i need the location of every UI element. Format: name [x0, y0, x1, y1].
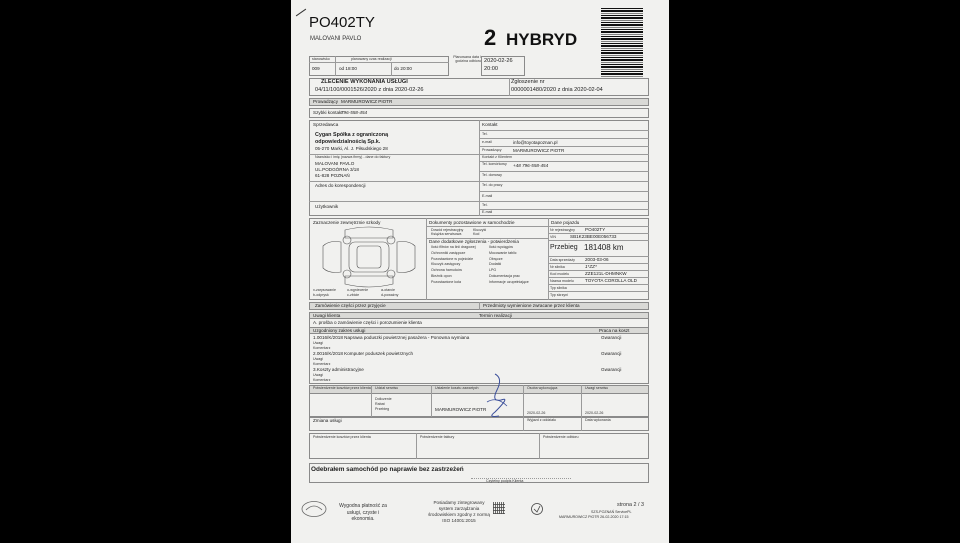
vehicle-model: TOYOTA COROLLA OLD	[585, 278, 637, 283]
page-number: strona 2 / 3	[617, 502, 644, 508]
eco-note: Wygodna płatność za usługi, czyste i ekonomia.	[339, 503, 387, 522]
extras-item: Obręcze	[489, 256, 503, 261]
plate-number: PO402TY	[309, 14, 375, 31]
vehicle-vin: SB1K23BE00E056733	[570, 234, 617, 239]
fuel-type: HYBRYD	[506, 30, 578, 49]
buyer-city: 61-828 POZNAŃ	[315, 173, 350, 178]
receiver-name: MARMUROWICZ PIOTR	[341, 99, 393, 104]
vehicle-engine: 1*ZZ*	[585, 264, 597, 269]
service-order-document: PO402TY MALOVANI PAVLO 2 HYBRYD stanowisko planowany czas realizacji 009 od 18:00 do 20:00 Planowana data / godzina odbioru 2020-02-26 20:00 ZLECENIE WYKONANIA USŁUGI 04/11/100/0001526/2020 z dnia 2020-02-26 Zgłoszenie nr 0000001480/2020 z dnia 2020-02-04 Prowadzący MARMUROWICZ PIOTR Szybki kontakt 796-558-454 Sprzedawca Cygan Spółka z ograniczoną odpowiedzialnością Sp.k. 05-270 Marki, Al. J. Piłsudskiego 28 Nazwisko i imię (nazwa firmy) - dane do faktury MALOVANI PAVLO UL.PODGÓRNA 3/18 61-828 POZNAŃ Adres do korespondencji Użytkownik Kontakt Tel. e-mail info@toyotapoznan.pl Prowadzący MARMUROWICZ PIOTR Kontakt z Klientem Tel. komórkowy +48 796-558-454 Tel. domowy Tel. do pracy E-mail Tel. E-mail Zaznaczenie zewnętrznie szkody x-zarysowanie o-wgniecenie a-otarcie b-odprysk c-zbicie d-poważny Dokumenty pozostawione w samochodzie Dowód rejestracyjny Książka serwisowa Kluczyki Kod Dane dodatkowe zgłoszenia - potwierdzenia Dane pojazdu Nr rejestracyjny PO402TY VIN SB1K23BE00E056733 Przebieg 181408 km Data sprzedaży 2003-03-06 Nr silnika 1*ZZ* Kod modelu ZZE121L-DHMNKW Nazwa modelu TOYOTA COROLLA OLD Typ silnika Typ skrzyni Zamówienie części przez przyjęcie Przedmioty wymienione zwracane przez klienta Uwagi klienta Termin realizacji A. prośba o zamówienie części i porozumienie klienta Uzgodniony zakres usługi Praca na koszt 1.0016/K/2018 Naprawa poduszki powietrznej pasażera - Ponowna wymiana Gwarancji Uwagi Komentarz 2.0016/K/2018 Komputer poduszek powietrznych Gwarancji Uwagi Komentarz 3.Koszty administracyjne Gwarancji Uwagi Komentarz Potwierdzenie kosztów przez klienta Udział serwisu Ustalenie kosztu zawartych Osoba wykonująca Uwagi serwisu Doliczenie Rabat Przebieg MARMUROWICZ PIOTR 2020-02-26 2020-02-26 Zmiana usługi Wyjazd z oddziału Data wykonania Potwierdzenie kosztów przez klienta Potwierdzenie faktury Potwierdzenie odbioru Odebrałem samochód po naprawie bez zastrzeżeń Czytelny podpis Klienta Wygodna płatność za usługi, czyste i ekonomia. Posiadamy zintegrowany system zarządzania środowiskiem zgodny z normą ISO 14001:2015 strona 2 / 3 SZS-POZNAŃ ServicePL MARMUROWICZ PIOTR 26-02-2020 17:15 Ilość filtrów na linii dragowej Ochronniki zastępcze Pozostawione w pojeździe Kluczyk zastępczy Ochrona hamulców Bieżnik opon Pozostawione koła Ilość wyciągów Mocowanie tablic Obręcze Dodatki LPG Dokumentacja prac Informacje uzupełniające	[291, 0, 669, 543]
contact-email: info@toyotapoznan.pl	[513, 140, 558, 145]
extras-item: Informacje uzupełniające	[489, 279, 529, 284]
iso-text: Posiadamy zintegrowany system zarządzania środowiskiem zgodny z normą ISO 14001:2015	[428, 500, 490, 523]
client-mobile: +48 796-558-454	[513, 163, 549, 168]
order-title: ZLECENIE WYKONANIA USŁUGI	[321, 79, 408, 85]
extras-item: Dodatki	[489, 262, 502, 267]
work-item-2: 2.0016/K/2018 Komputer poduszek powietrznych	[313, 351, 414, 356]
seller-name: Cygan Spółka z ograniczoną odpowiedzialnością Sp.k.	[315, 132, 389, 146]
work-item-1: 1.0016/K/2018 Naprawa poduszki powietrznej pasażera - Ponowna wymiana	[313, 335, 470, 340]
quick-contact: 796-558-454	[341, 110, 368, 115]
extras-item: Ochronniki zastępcze	[431, 250, 466, 255]
vehicle-model-code: ZZE121L-DHMNKW	[585, 271, 627, 276]
signer-name: MARMUROWICZ PIOTR	[435, 407, 487, 412]
extras-item: Mocowanie tablic	[489, 250, 517, 255]
pen-mark	[296, 9, 306, 17]
extras-item: Kluczyk zastępczy	[431, 262, 461, 267]
extras-item: Pozostawione w pojeździe	[431, 256, 474, 261]
work-item-3: 3.Koszty administracyjne	[313, 367, 364, 372]
extras-item: Ilość filtrów na linii dragowej	[431, 245, 476, 249]
client-name-header: MALOVANI PAVLO	[310, 36, 362, 42]
certification-logo-icon	[531, 502, 543, 516]
buyer-name: MALOVANI PAVLO	[315, 161, 355, 166]
vehicle-mileage: 181408 km	[584, 243, 624, 252]
eco-logo-icon	[301, 500, 327, 518]
vehicle-mark: 2	[484, 25, 497, 50]
barcode	[601, 8, 643, 78]
extras-item: LPG	[489, 268, 497, 273]
extras-item: Bieżnik opon	[431, 274, 452, 278]
qr-code-icon	[493, 502, 505, 514]
vehicle-first-reg: 2003-03-06	[585, 257, 609, 262]
signature	[481, 372, 511, 420]
buyer-street: UL.PODGÓRNA 3/18	[315, 167, 359, 172]
client-note: A. prośba o zamówienie części i porozumienie klienta	[313, 320, 422, 325]
extras-item: Dokumentacja prac	[489, 274, 520, 278]
order-number: 04/11/100/0001526/2020 z dnia 2020-02-26	[315, 87, 424, 93]
extras-item: Ilość wyciągów	[489, 245, 513, 249]
extras-item: Pozostawione koła	[431, 279, 461, 284]
handover-text: Odebrałem samochód po naprawie bez zastrzeżeń	[311, 466, 464, 473]
seller-address: 05-270 Marki, Al. J. Piłsudskiego 28	[315, 146, 388, 151]
report-number: 0000001480/2020 z dnia 2020-02-04	[511, 87, 603, 93]
car-damage-diagram	[315, 226, 423, 288]
extras-item: Ochrona hamulców	[431, 268, 462, 273]
vehicle-reg: PO402TY	[585, 227, 606, 232]
